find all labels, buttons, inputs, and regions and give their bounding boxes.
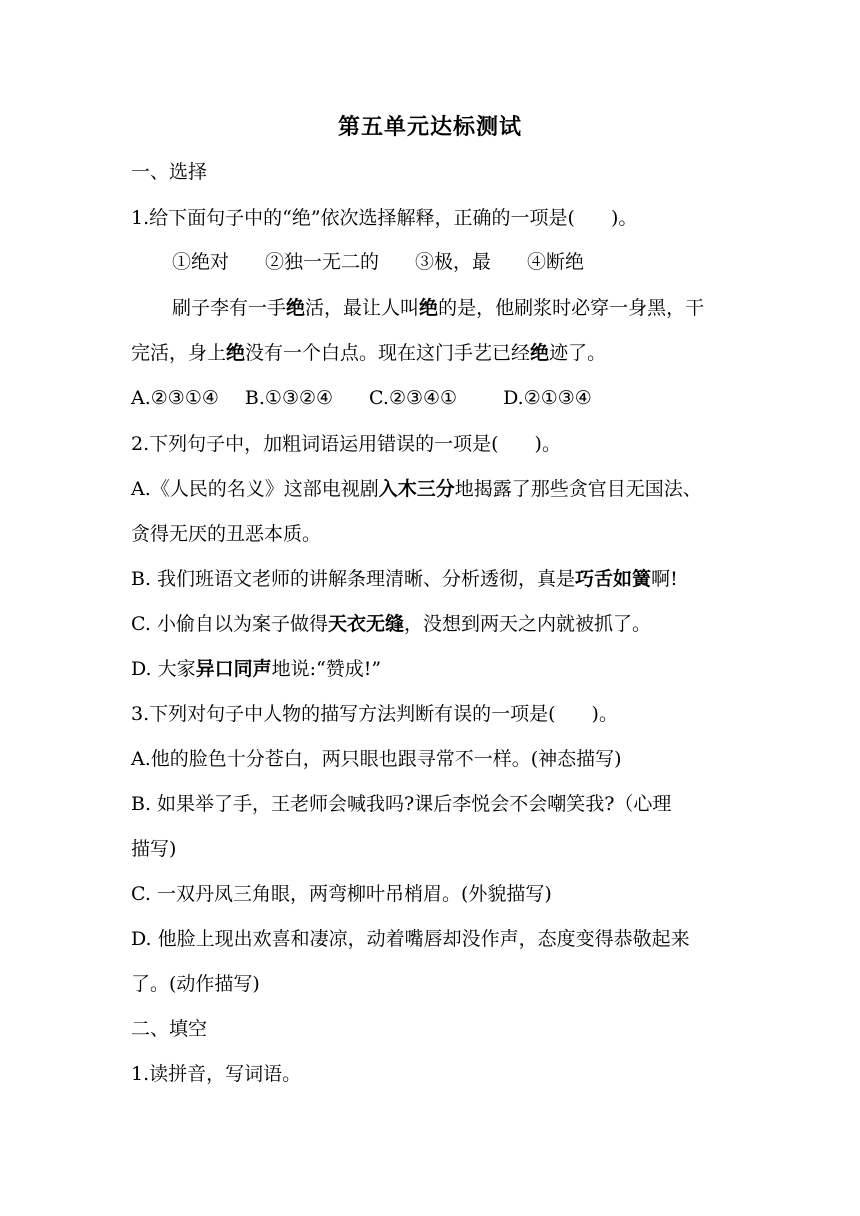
question-3-option-a: A.他的脸色十分苍白，两只眼也跟寻常不一样。(神态描写)	[131, 748, 622, 770]
meaning-1: ①绝对	[172, 251, 230, 273]
bold-phrase: 入木三分	[378, 478, 455, 500]
passage-text: 的是，他刷浆时必穿一身黑，干	[438, 297, 705, 319]
passage-text: 完活，身上	[131, 342, 227, 364]
passage-text: 迹了。	[549, 342, 607, 364]
bold-phrase: 巧舌如簧	[575, 568, 652, 590]
question-2-option-a	[131, 475, 741, 503]
choice-a[interactable]: A.②③①④	[131, 387, 219, 409]
bold-phrase: 异口同声	[195, 658, 272, 680]
question-3-stem-text: 3.下列对句子中人物的描写方法判断有误的一项是(	[131, 703, 556, 725]
page-title: 第五单元达标测试	[337, 115, 522, 140]
bold-phrase: 天衣无缝	[327, 613, 404, 635]
meaning-2: ②独一无二的	[265, 251, 380, 273]
question-3-option-c: C. 一双丹凤三角眼，两弯柳叶吊梢眉。(外貌描写)	[131, 883, 552, 905]
question-2-option-c	[131, 610, 741, 638]
question-1-stem	[131, 204, 741, 232]
option-text: 地说:“赞成!”	[271, 658, 382, 680]
passage-text: 活，最让人叫	[305, 297, 420, 319]
bold-char: 绝	[419, 297, 439, 319]
option-text: D. 大家	[131, 658, 196, 680]
meaning-list	[172, 248, 782, 276]
question-2-option-d	[131, 655, 741, 683]
option-text: A.《人民的名义》这部电视剧	[131, 478, 379, 500]
section-heading-choice: 一、选择	[131, 161, 208, 183]
choice-b[interactable]: B.①③②④	[244, 387, 334, 409]
question-3-option-d-cont: 了。(动作描写)	[131, 973, 260, 995]
question-3-option-b-cont: 描写)	[131, 838, 177, 860]
meaning-4: ④断绝	[527, 251, 585, 273]
option-text: C. 小偷自以为案子做得	[131, 613, 328, 635]
question-3-stem-end: )。	[591, 703, 618, 725]
fill-question-1: 1.读拼音，写词语。	[131, 1063, 302, 1085]
option-text: 啊!	[651, 568, 678, 590]
question-2-option-b	[131, 565, 741, 593]
bold-char: 绝	[226, 342, 246, 364]
section-heading-fill: 二、填空	[131, 1018, 208, 1040]
choice-list-q1	[131, 384, 741, 412]
passage-line-1	[172, 294, 782, 322]
bold-char: 绝	[530, 342, 550, 364]
passage-text: 刷子李有一手	[172, 297, 287, 319]
meaning-3: ③极，最	[415, 251, 492, 273]
choice-c[interactable]: C.②③④①	[369, 387, 458, 409]
option-text: ，没想到两天之内就被抓了。	[403, 613, 651, 635]
option-text: 地揭露了那些贪官目无国法、	[454, 478, 702, 500]
question-2-stem-end: )。	[534, 433, 561, 455]
question-2-stem-text: 2.下列句子中，加粗词语运用错误的一项是(	[131, 433, 499, 455]
question-3-stem	[131, 700, 741, 728]
question-3-option-b: B. 如果举了手，王老师会喊我吗?课后李悦会不会嘲笑我?（心理	[131, 793, 672, 815]
question-2-stem	[131, 430, 741, 458]
question-2-option-a-cont: 贪得无厌的丑恶本质。	[131, 523, 322, 545]
option-text: B. 我们班语文老师的讲解条理清晰、分析透彻，真是	[131, 568, 576, 590]
question-1-stem-end: )。	[610, 207, 638, 229]
choice-d[interactable]: D.②①③④	[503, 387, 592, 409]
question-1-stem-text: 1.给下面句子中的“绝”依次选择解释，正确的一项是(	[131, 207, 575, 229]
passage-line-2	[131, 339, 741, 367]
bold-char: 绝	[286, 297, 306, 319]
question-3-option-d: D. 他脸上现出欢喜和凄凉，动着嘴唇却没作声，态度变得恭敬起来	[131, 928, 690, 950]
passage-text: 没有一个白点。现在这门手艺已经	[245, 342, 531, 364]
